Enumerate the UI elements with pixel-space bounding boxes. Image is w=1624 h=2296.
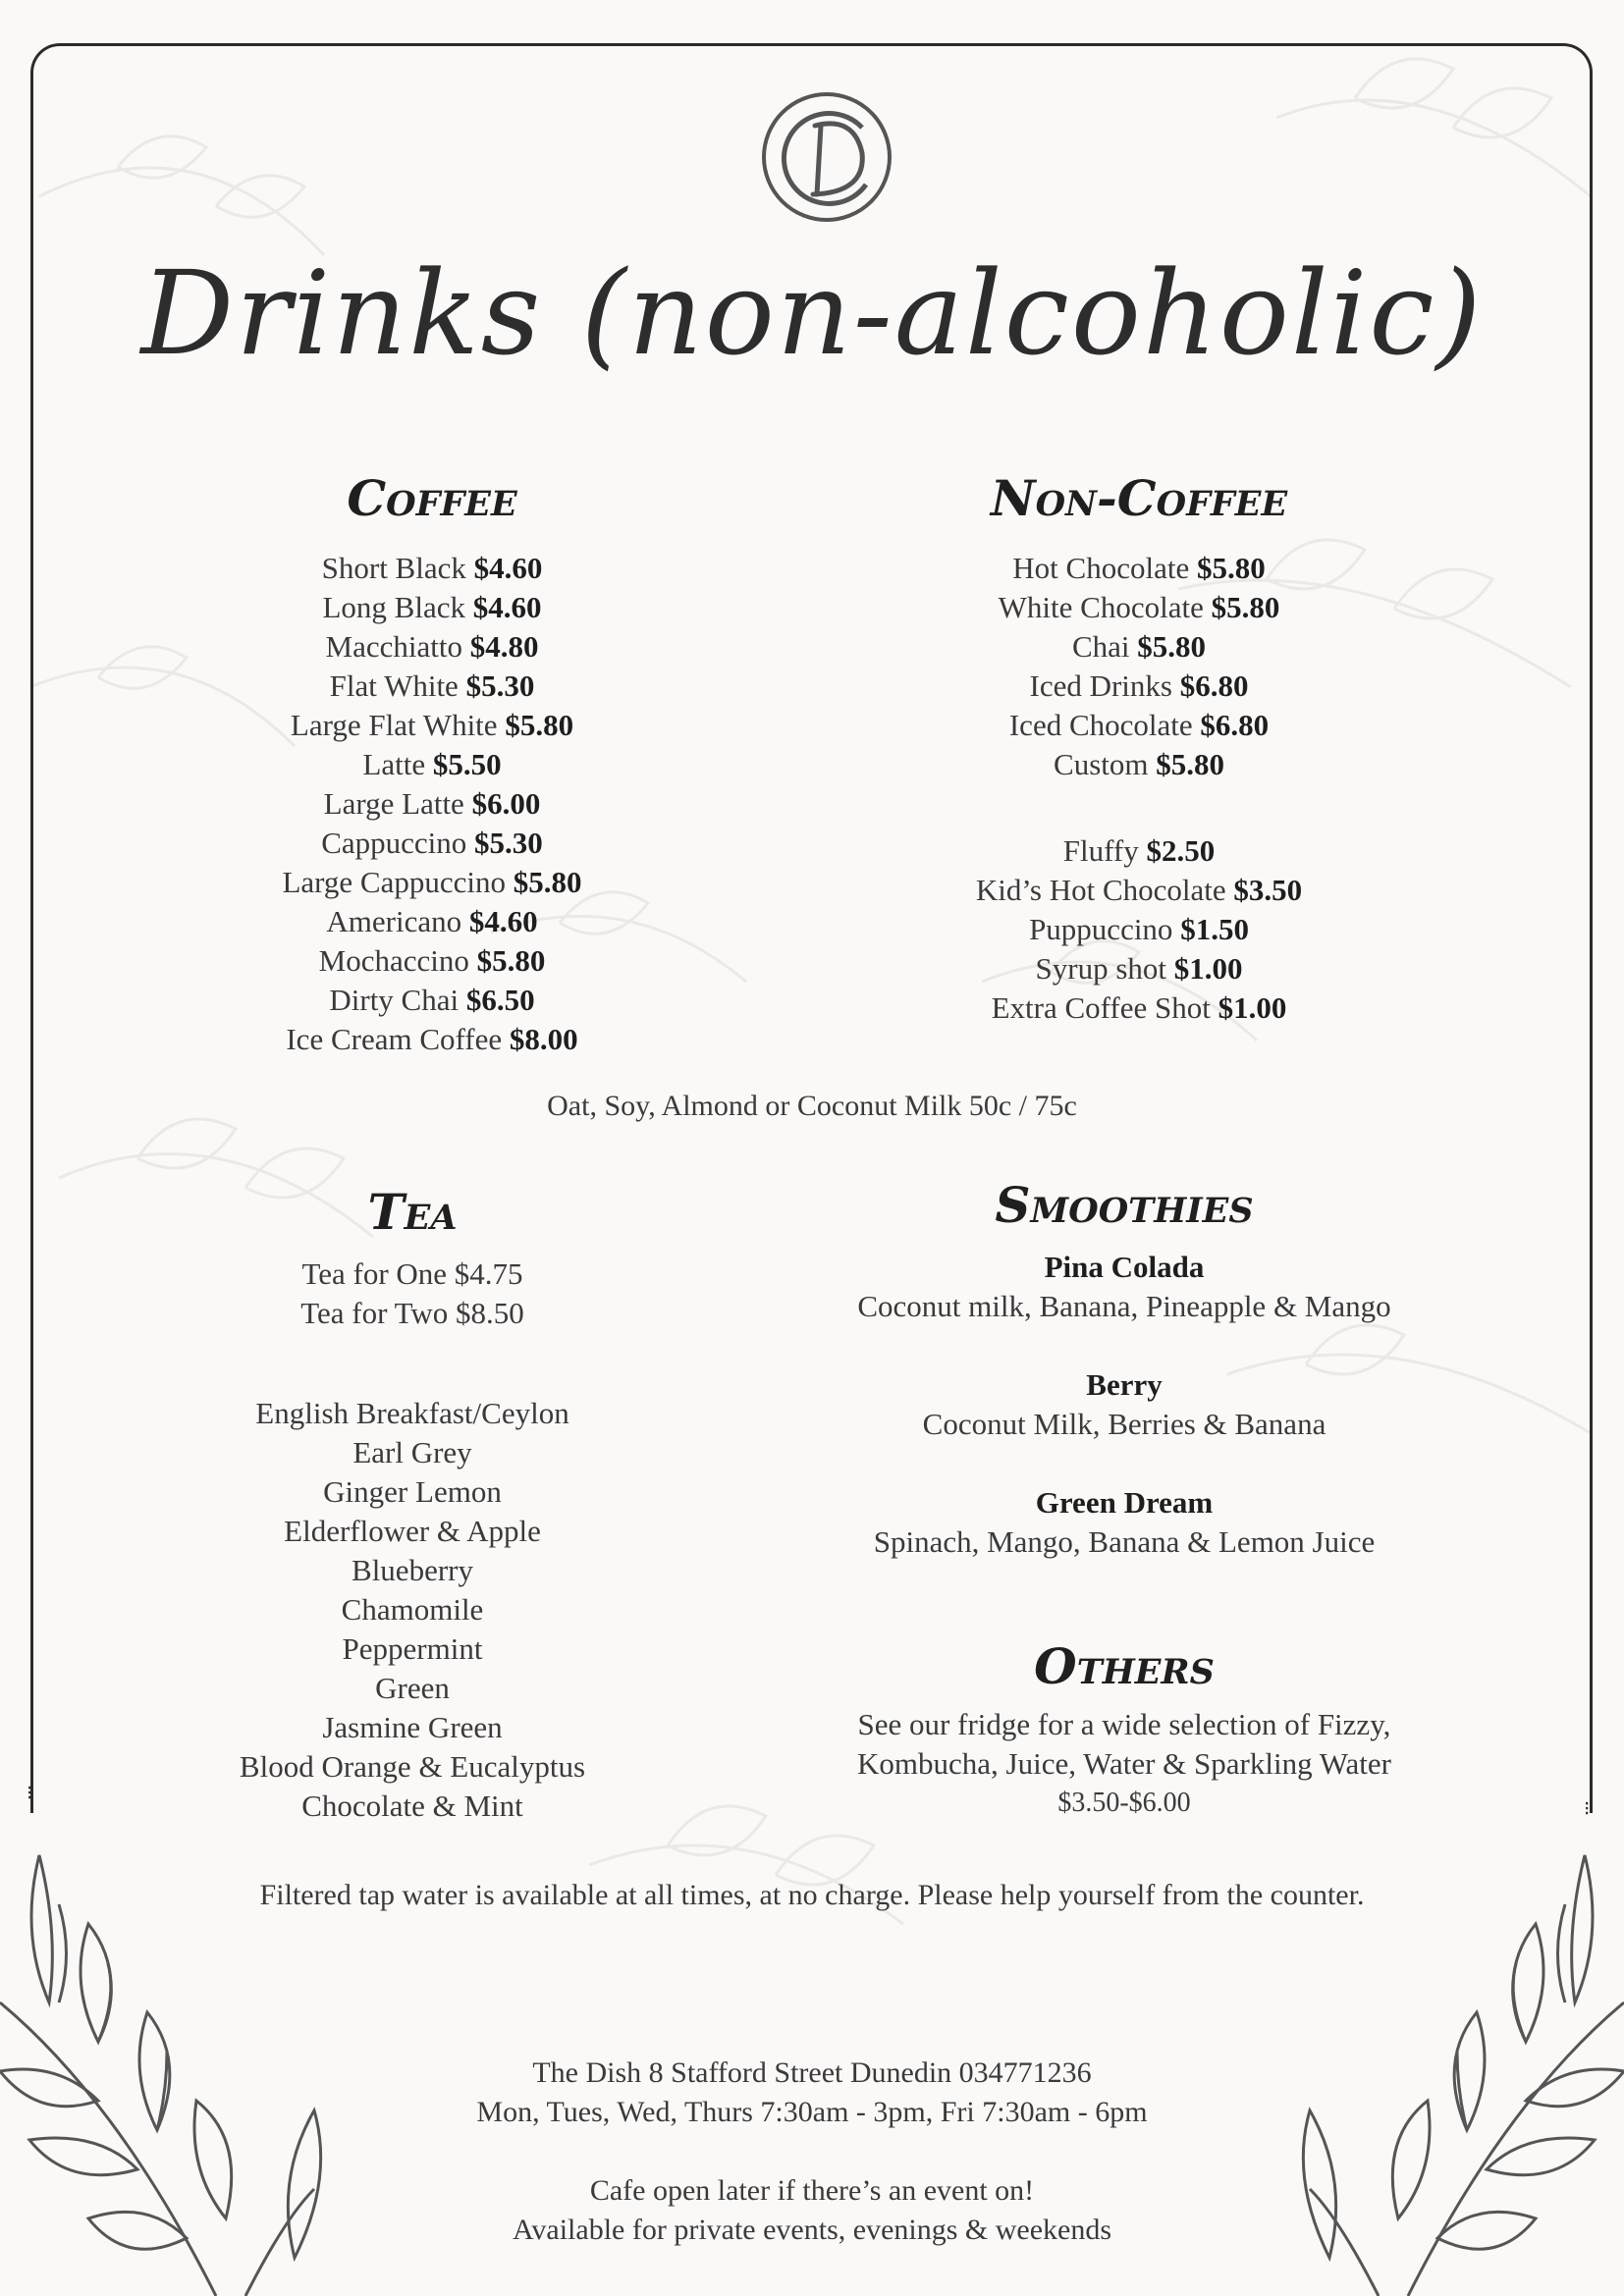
menu-item: Kid’s Hot Chocolate $3.50 — [975, 873, 1303, 907]
menu-item: Latte $5.50 — [362, 747, 502, 781]
coffee-section — [216, 469, 648, 1059]
menu-item: Dirty Chai $6.50 — [329, 983, 535, 1017]
menu-item: Large Cappuccino $5.80 — [282, 865, 582, 899]
event-note: Cafe open later if there’s an event on! — [589, 2174, 1035, 2207]
tea-heading: Tea — [367, 1183, 458, 1241]
tea-variety: Earl Grey — [352, 1435, 472, 1469]
others-line-2: Kombucha, Juice, Water & Sparkling Water — [857, 1746, 1391, 1781]
tea-variety: Blood Orange & Eucalyptus — [239, 1749, 586, 1784]
smoothie-item: Pina Colada Coconut milk, Banana, Pineapple & Mango — [857, 1250, 1391, 1323]
smoothies-section — [815, 1176, 1434, 1562]
coffee-heading: Coffee — [347, 469, 517, 527]
menu-item: Large Flat White $5.80 — [290, 708, 574, 742]
tea-variety: Peppermint — [342, 1631, 483, 1666]
extras-list — [903, 831, 1375, 1028]
right-vine-icon — [1271, 1845, 1624, 2296]
tea-variety: Elderflower & Apple — [284, 1514, 541, 1548]
others-heading: Others — [1034, 1637, 1215, 1695]
footer — [295, 2054, 1329, 2250]
tea-variety: English Breakfast/Ceylon — [255, 1396, 569, 1430]
menu-item: Hot Chocolate $5.80 — [1012, 551, 1266, 585]
menu-item: Custom $5.80 — [1054, 747, 1224, 781]
address: The Dish 8 Stafford Street Dunedin 034771236 — [532, 2056, 1092, 2089]
private-events-note: Available for private events, evenings & weekends — [512, 2214, 1112, 2246]
tea-variety: Green — [375, 1671, 450, 1705]
menu-item: Large Latte $6.00 — [323, 786, 541, 821]
frame-end-dots-right: ⁝ — [1584, 1798, 1591, 1820]
others-price: $3.50-$6.00 — [1057, 1788, 1191, 1818]
menu-item: Americano $4.60 — [326, 904, 538, 938]
menu-item: Fluffy $2.50 — [1062, 833, 1216, 868]
tea-variety: Chamomile — [341, 1592, 484, 1627]
tea-price: Tea for One $4.75 — [301, 1256, 523, 1291]
menu-item: Mochaccino $5.80 — [318, 943, 546, 978]
non-coffee-heading: Non-Coffee — [990, 469, 1288, 527]
menu-item: Flat White $5.30 — [329, 668, 535, 703]
tea-variety: Jasmine Green — [322, 1710, 503, 1744]
menu-item: Short Black $4.60 — [321, 551, 543, 585]
non-coffee-list — [903, 549, 1375, 784]
menu-item: Extra Coffee Shot $1.00 — [991, 990, 1287, 1025]
tea-section — [196, 1183, 628, 1826]
menu-item: Iced Drinks $6.80 — [1029, 668, 1249, 703]
tea-varieties — [196, 1394, 628, 1826]
menu-item: Long Black $4.60 — [322, 590, 542, 624]
menu-item: Iced Chocolate $6.80 — [1008, 708, 1270, 742]
tea-prices — [196, 1255, 628, 1333]
non-coffee-section — [903, 469, 1375, 1028]
menu-item: Ice Cream Coffee $8.00 — [286, 1022, 578, 1056]
cafe-logo-icon — [756, 86, 898, 229]
menu-item: Chai $5.80 — [1071, 629, 1207, 664]
smoothie-item: Green Dream Spinach, Mango, Banana & Lemon Juice — [873, 1485, 1376, 1559]
others-line-1: See our fridge for a wide selection of Fizzy, — [857, 1707, 1391, 1741]
tea-variety: Blueberry — [352, 1553, 473, 1587]
menu-item: Cappuccino $5.30 — [321, 826, 543, 860]
menu-item: White Chocolate $5.80 — [998, 590, 1280, 624]
menu-item: Puppuccino $1.50 — [1029, 912, 1249, 946]
opening-hours: Mon, Tues, Wed, Thurs 7:30am - 3pm, Fri 7:30am - 6pm — [476, 2096, 1148, 2128]
milk-note: Oat, Soy, Almond or Coconut Milk 50c / 75c — [547, 1090, 1077, 1122]
water-note: Filtered tap water is available at all times, at no charge. Please help yourself from the counter. — [259, 1879, 1365, 1911]
menu-item: Macchiatto $4.80 — [325, 629, 539, 664]
page-title: Drinks (non-alcoholic) — [140, 245, 1484, 381]
smoothie-item: Berry Coconut Milk, Berries & Banana — [922, 1367, 1326, 1441]
menu-item: Syrup shot $1.00 — [1035, 951, 1243, 986]
tea-price: Tea for Two $8.50 — [300, 1296, 524, 1330]
coffee-list — [216, 549, 648, 1059]
others-section — [785, 1637, 1463, 1823]
tea-variety: Ginger Lemon — [323, 1474, 502, 1509]
frame-end-dots-left: ⁝ — [27, 1783, 33, 1804]
left-vine-icon — [0, 1845, 353, 2296]
tea-variety: Chocolate & Mint — [301, 1789, 523, 1823]
smoothies-heading: Smoothies — [995, 1176, 1254, 1234]
